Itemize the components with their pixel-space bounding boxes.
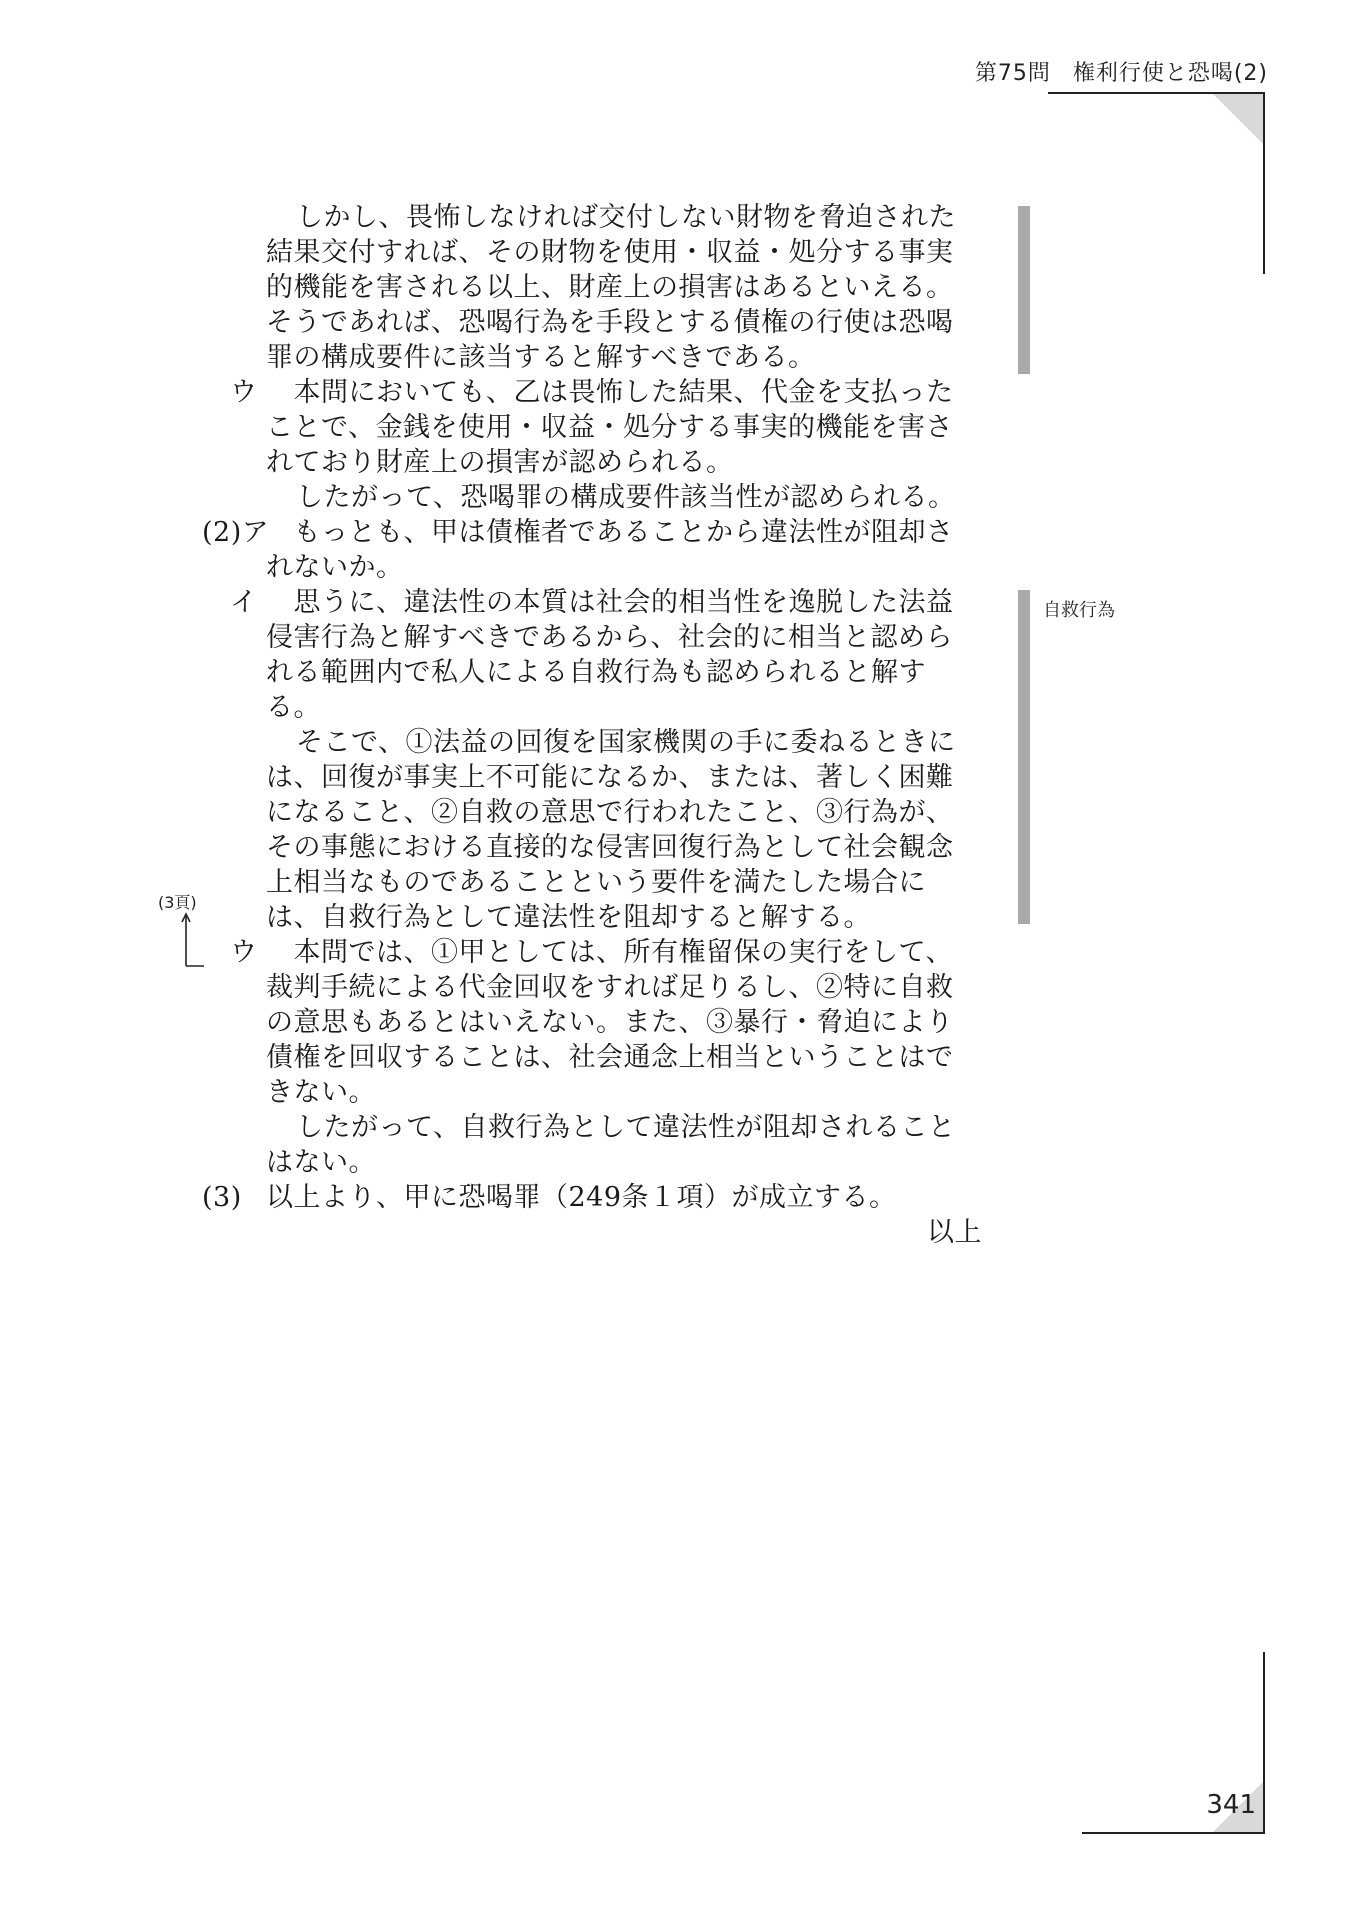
page-reference: (3頁) bbox=[158, 893, 197, 912]
text-line bbox=[232, 655, 992, 690]
line-text: は、自救行為として違法性を阻却すると解する。 bbox=[266, 902, 871, 933]
line-text: したがって、自救行為として違法性が阻却されること bbox=[296, 1112, 956, 1143]
line-text: 上相当なものであることという要件を満たした場合に bbox=[266, 867, 926, 898]
text-line bbox=[232, 480, 992, 515]
text-line bbox=[232, 760, 992, 795]
text-line bbox=[232, 305, 992, 340]
line-text: ことで、金銭を使用・収益・処分する事実的機能を害さ bbox=[266, 412, 953, 443]
item-marker: (3) bbox=[202, 1182, 242, 1213]
bottom-rule-vertical bbox=[1263, 1652, 1265, 1834]
line-text: 本問においても、乙は畏怖した結果、代金を支払った bbox=[266, 377, 954, 408]
line-text: れており財産上の損害が認められる。 bbox=[266, 447, 734, 478]
item-marker: (2)ア bbox=[202, 517, 270, 548]
top-rule-vertical bbox=[1263, 92, 1265, 274]
text-line bbox=[232, 445, 992, 480]
text-line bbox=[232, 865, 992, 900]
line-text: れる範囲内で私人による自救行為も認められると解す bbox=[266, 657, 926, 688]
text-line bbox=[232, 900, 992, 935]
text-line bbox=[232, 1075, 992, 1110]
item-marker: イ bbox=[230, 587, 258, 618]
highlight-bar-1 bbox=[1018, 206, 1030, 374]
text-line bbox=[232, 620, 992, 655]
line-text: 罪の構成要件に該当すると解すべきである。 bbox=[266, 342, 816, 373]
line-text: もっとも、甲は債権者であることから違法性が阻却さ bbox=[266, 517, 954, 548]
line-text: れないか。 bbox=[266, 552, 404, 583]
text-line bbox=[232, 795, 992, 830]
line-text: その事態における直接的な侵害回復行為として社会観念 bbox=[266, 832, 954, 863]
text-line bbox=[232, 1040, 992, 1075]
text-line bbox=[232, 690, 992, 725]
line-text: しかし、畏怖しなければ交付しない財物を脅迫された bbox=[296, 202, 956, 233]
text-line bbox=[232, 830, 992, 865]
line-text: 債権を回収することは、社会通念上相当ということはで bbox=[266, 1042, 954, 1073]
line-text: 的機能を害される以上、財産上の損害はあるといえる。 bbox=[266, 272, 954, 303]
line-text: 本問では、①甲としては、所有権留保の実行をして、 bbox=[266, 937, 953, 968]
text-line bbox=[232, 1005, 992, 1040]
bottom-rule-horizontal bbox=[1082, 1832, 1265, 1834]
text-line bbox=[232, 1110, 992, 1145]
line-text: る。 bbox=[266, 692, 321, 723]
page-number: 341 bbox=[1206, 1790, 1256, 1820]
line-text: は、回復が事実上不可能になるか、または、著しく困難 bbox=[266, 762, 954, 793]
text-line bbox=[232, 375, 992, 410]
text-line bbox=[232, 970, 992, 1005]
line-text: 思うに、違法性の本質は社会的相当性を逸脱した法益 bbox=[266, 587, 954, 618]
line-text: 裁判手続による代金回収をすれば足りるし、②特に自救 bbox=[266, 972, 954, 1003]
item-marker: ウ bbox=[230, 377, 258, 408]
margin-keyword: 自救行為 bbox=[1043, 600, 1115, 621]
chapter-title: 権利行使と恐喝(2) bbox=[1072, 61, 1268, 86]
top-corner-shade bbox=[1213, 94, 1263, 144]
highlight-bar-2 bbox=[1018, 590, 1030, 924]
text-line bbox=[232, 235, 992, 270]
text-line bbox=[202, 1180, 992, 1215]
line-text: になること、②自救の意思で行われたこと、③行為が、 bbox=[266, 797, 954, 828]
text-line bbox=[232, 935, 992, 970]
text-line bbox=[232, 550, 992, 585]
line-text: の意思もあるとはいえない。また、③暴行・脅迫により bbox=[266, 1007, 954, 1038]
text-line bbox=[232, 1145, 992, 1180]
line-text: きない。 bbox=[266, 1077, 376, 1108]
text-line bbox=[232, 270, 992, 305]
line-text: 以上より、甲に恐喝罪（249条１項）が成立する。 bbox=[266, 1182, 897, 1213]
running-header bbox=[975, 56, 1268, 87]
page-reference-arrow-icon bbox=[180, 912, 206, 968]
line-text: 結果交付すれば、その財物を使用・収益・処分する事実 bbox=[266, 237, 954, 268]
line-text: そうであれば、恐喝行為を手段とする債権の行使は恐喝 bbox=[266, 307, 954, 338]
text-line bbox=[232, 725, 992, 760]
question-number: 第75問 bbox=[974, 61, 1051, 86]
text-line bbox=[232, 410, 992, 445]
text-line bbox=[232, 585, 992, 620]
line-text: そこで、①法益の回復を国家機関の手に委ねるときに bbox=[296, 727, 956, 758]
line-text: 以上 bbox=[927, 1217, 982, 1248]
item-marker: ウ bbox=[230, 937, 258, 968]
text-line bbox=[202, 515, 992, 550]
text-line bbox=[232, 200, 992, 235]
answer-body bbox=[202, 200, 992, 1250]
text-line bbox=[232, 1215, 992, 1250]
line-text: 侵害行為と解すべきであるから、社会的に相当と認めら bbox=[266, 622, 953, 653]
line-text: はない。 bbox=[266, 1147, 376, 1178]
line-text: したがって、恐喝罪の構成要件該当性が認められる。 bbox=[296, 482, 956, 513]
text-line bbox=[232, 340, 992, 375]
